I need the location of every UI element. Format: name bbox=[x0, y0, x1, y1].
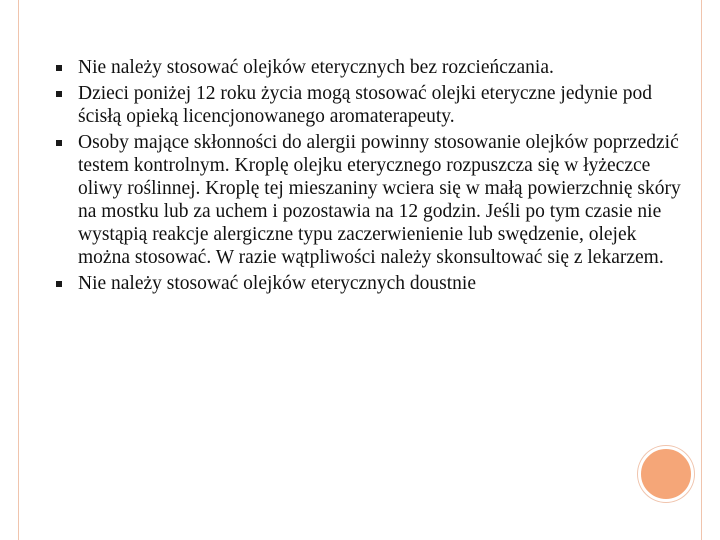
square-bullet-icon bbox=[56, 91, 62, 97]
list-item bbox=[56, 131, 692, 269]
bullet-text: Osoby mające skłonności do alergii powinny stosowanie olejków poprzedzić testem kontrolnym. Kroplę olejku eterycznego rozpuszcza się w łyżeczce oliwy roślinnej. Kroplę tej mieszaniny wciera się w małą powierzchnię skóry na mostku lub za uchem i pozostawia na 12 godzin. Jeśli po tym czasie nie wystąpią reakcje alergiczne typu zaczerwienienie lub swędzenie, olejek można stosować. W razie wątpliwości należy skonsultować się z lekarzem. bbox=[78, 132, 681, 268]
decorative-circle bbox=[638, 446, 694, 502]
bullet-text: Nie należy stosować olejków eterycznych doustnie bbox=[78, 273, 476, 294]
bullet-text: Nie należy stosować olejków eterycznych bez rozcieńczania. bbox=[78, 57, 554, 78]
square-bullet-icon bbox=[56, 281, 62, 287]
bullet-list bbox=[56, 56, 692, 298]
list-item bbox=[56, 82, 692, 128]
list-item bbox=[56, 56, 692, 79]
bullet-text: Dzieci poniżej 12 roku życia mogą stosować olejki eteryczne jedynie pod ścisłą opieką licencjonowanego aromaterapeuty. bbox=[78, 83, 652, 127]
square-bullet-icon bbox=[56, 65, 62, 71]
list-item bbox=[56, 272, 692, 295]
square-bullet-icon bbox=[56, 140, 62, 146]
